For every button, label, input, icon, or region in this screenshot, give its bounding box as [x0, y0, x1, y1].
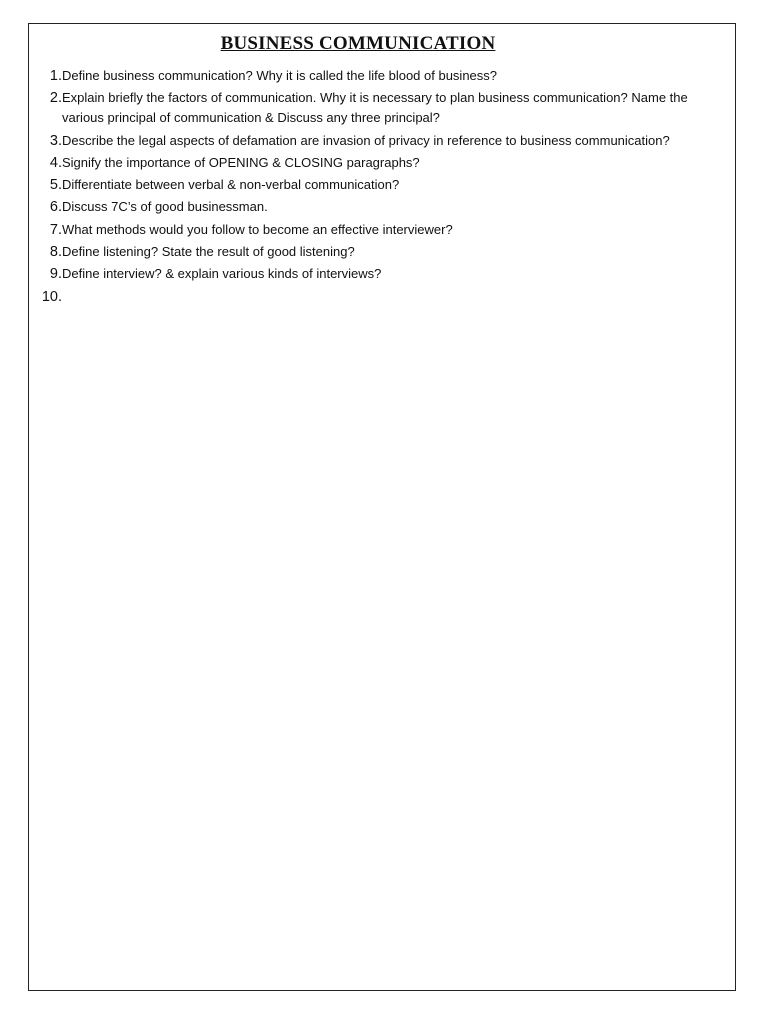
question-number: 10.: [41, 288, 62, 305]
question-number: 6.: [49, 199, 62, 216]
question-text: Describe the legal aspects of defamation are invasion of privacy in reference to business communication?: [62, 132, 670, 148]
question-number: 4.: [49, 154, 62, 171]
question-number: 3.: [49, 132, 62, 149]
question-item: [38, 264, 730, 284]
question-item: [38, 242, 730, 262]
question-text: Differentiate between verbal & non-verbal communication?: [62, 177, 400, 193]
question-item: [38, 66, 730, 86]
question-text: Explain briefly the factors of communication. Why it is necessary to plan business communication? Name the various principal of communication & Discuss any three principal?: [62, 90, 688, 126]
question-item: [38, 175, 730, 195]
question-number: 8.: [49, 244, 62, 261]
question-item: [38, 287, 730, 307]
question-text: Define interview? & explain various kinds of interviews?: [62, 266, 382, 282]
question-item: [38, 220, 730, 240]
question-list: [38, 66, 730, 309]
question-number: 9.: [49, 266, 62, 283]
question-text: Define business communication? Why it is called the life blood of business?: [62, 68, 498, 83]
question-number: 1.: [49, 68, 62, 84]
question-text: Define listening? State the result of good listening?: [62, 244, 355, 260]
document-title: BUSINESS COMMUNICATION: [220, 33, 496, 54]
question-number: 5.: [49, 177, 62, 194]
question-text: What methods would you follow to become an effective interviewer?: [62, 221, 453, 237]
question-text: Signify the importance of OPENING & CLOSING paragraphs?: [62, 154, 420, 170]
question-item: [38, 88, 730, 128]
question-text: Discuss 7C’s of good businessman.: [62, 199, 268, 215]
question-item: [38, 197, 730, 217]
question-number: 7.: [49, 221, 62, 238]
question-item: [38, 131, 730, 151]
question-item: [38, 153, 730, 173]
question-number: 2.: [49, 90, 62, 107]
